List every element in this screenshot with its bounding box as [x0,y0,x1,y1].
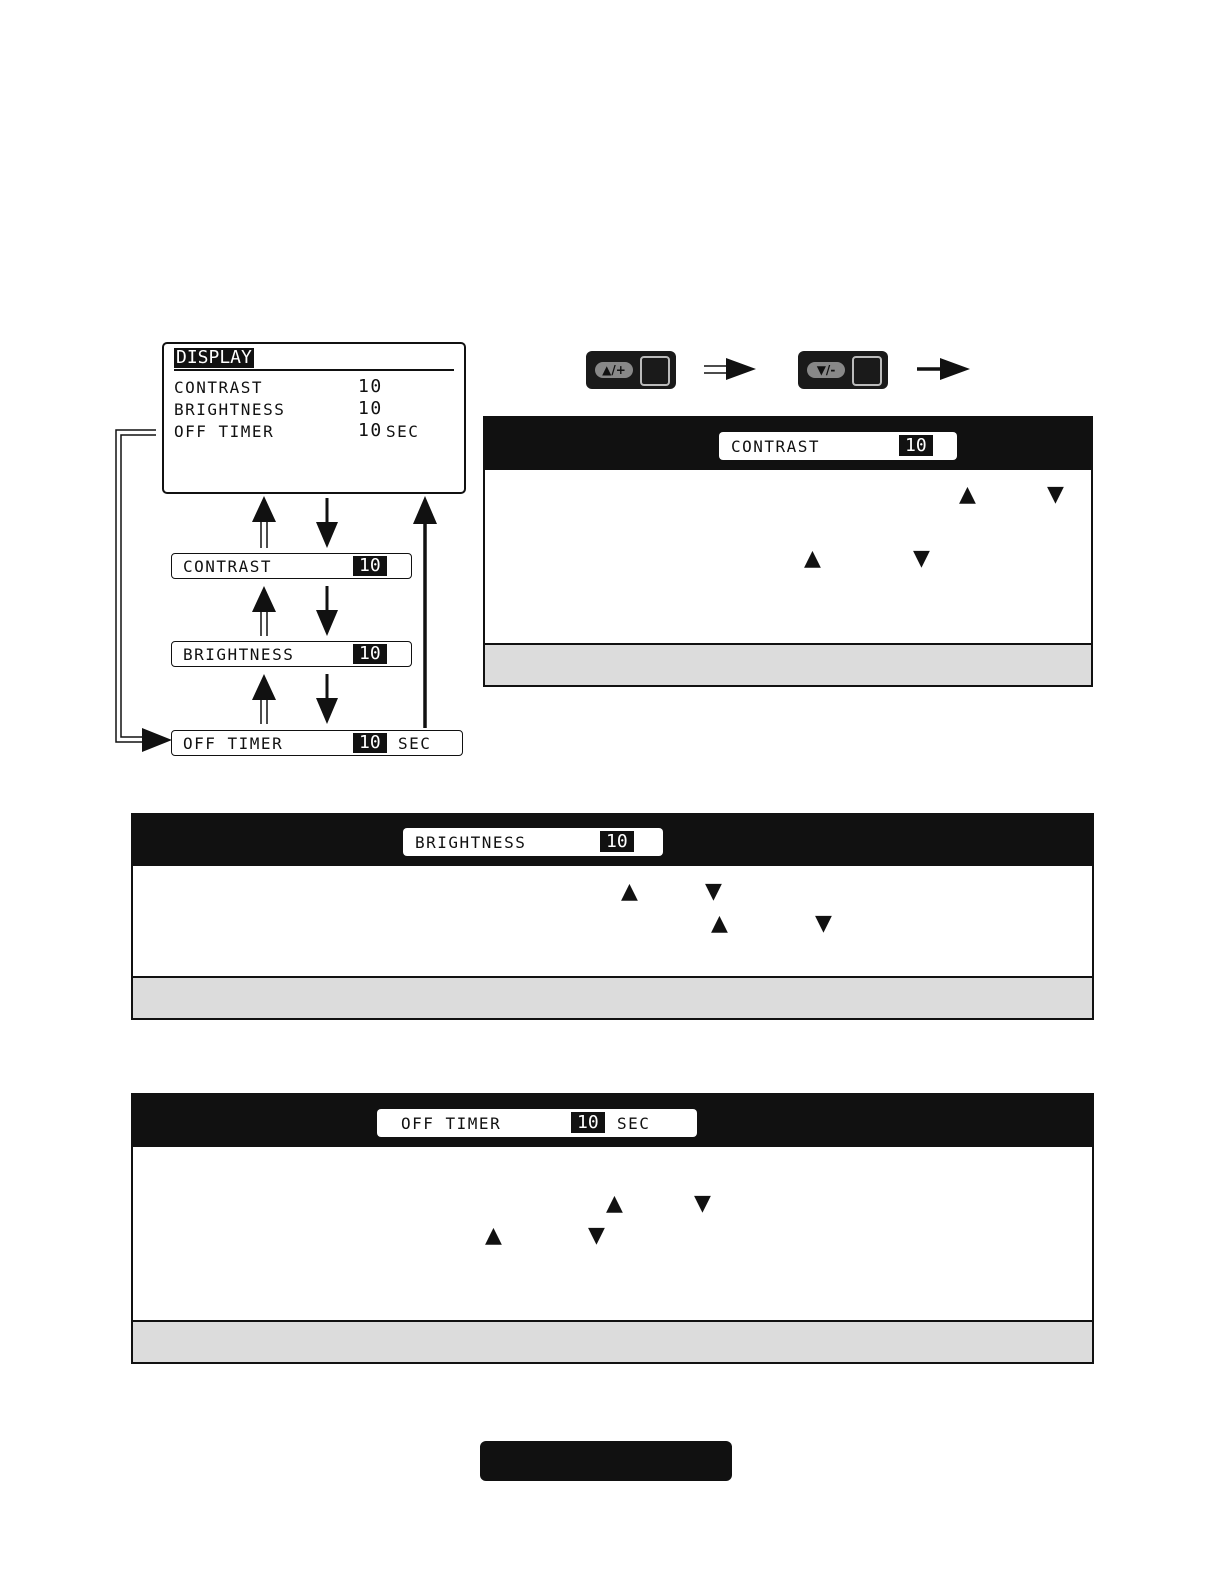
panel-footer [133,1320,1092,1362]
menu-row-label: BRIGHTNESS [174,400,286,419]
up-triangle-icon: ▲ [485,1223,502,1248]
menu-row-value: 10 [358,376,383,397]
down-arrow-2 [316,586,338,636]
panel-footer [133,976,1092,1018]
menu-row-value: 10 [358,420,383,441]
up-arrow-2 [252,586,276,636]
menu-row-label: OFF TIMER [174,422,275,441]
down-triangle-icon: ▼ [913,546,930,571]
panel-brightness-value: 10 [600,831,634,852]
menu-row-value: 10 [358,398,383,419]
down-triangle-icon: ▼ [694,1191,711,1216]
up-plus-button[interactable] [586,351,676,389]
menu-row-contrast [174,378,454,400]
panel-header [485,418,1091,470]
up-triangle-icon: ▲ [804,546,821,571]
contrast-label: CONTRAST [183,557,273,576]
down-triangle-icon: ▼ [588,1223,605,1248]
up-triangle-icon: ▲ [606,1191,623,1216]
up-arrow-1 [252,496,276,548]
menu-row-brightness [174,400,454,422]
panel-brightness-label: BRIGHTNESS [415,833,527,852]
panel-off-timer-box [377,1109,697,1137]
display-menu-title: DISPLAY [176,347,252,368]
panel-contrast-label: CONTRAST [731,437,821,456]
menu-row-unit: SEC [386,422,420,441]
menu-row-off-timer [174,422,454,444]
double-right-arrow [704,358,756,380]
panel-off-timer-label: OFF TIMER [401,1114,502,1133]
panel-contrast-value: 10 [899,435,933,456]
down-triangle-icon: ▼ [1047,482,1064,507]
down-arrow-3 [316,674,338,724]
brightness-item-screen [171,641,412,667]
contrast-value: 10 [353,556,387,576]
panel-off-timer-value: 10 [571,1112,605,1133]
brightness-panel [131,813,1094,1020]
page-footer-bar [480,1441,732,1481]
title-underline [174,369,454,371]
off-timer-value: 10 [353,733,387,753]
contrast-item-screen [171,553,412,579]
panel-footer [485,643,1091,685]
panel-header [133,1095,1092,1147]
up-arrow-3 [252,674,276,724]
display-menu-screen [162,342,466,494]
off-timer-unit: SEC [398,734,432,753]
down-triangle-icon: ▼ [705,879,722,904]
brightness-label: BRIGHTNESS [183,645,295,664]
off-timer-item-screen [171,730,463,756]
down-arrow-1 [316,498,338,548]
menu-row-label: CONTRAST [174,378,264,397]
down-minus-button[interactable] [798,351,888,389]
panel-off-timer-unit: SEC [617,1114,651,1133]
up-plus-glyph: ▲/+ [595,362,633,378]
return-arrow [413,496,437,728]
up-triangle-icon: ▲ [959,482,976,507]
brightness-value: 10 [353,644,387,664]
panel-header [133,815,1092,866]
down-triangle-icon: ▼ [815,911,832,936]
solid-right-arrow [917,358,970,380]
off-timer-panel [131,1093,1094,1364]
button-key [640,356,670,386]
up-triangle-icon: ▲ [621,879,638,904]
contrast-panel [483,416,1093,687]
panel-contrast-box [719,432,957,460]
button-key [852,356,882,386]
up-triangle-icon: ▲ [711,911,728,936]
panel-brightness-box [403,828,663,856]
off-timer-label: OFF TIMER [183,734,284,753]
down-minus-glyph: ▼/- [807,362,845,378]
